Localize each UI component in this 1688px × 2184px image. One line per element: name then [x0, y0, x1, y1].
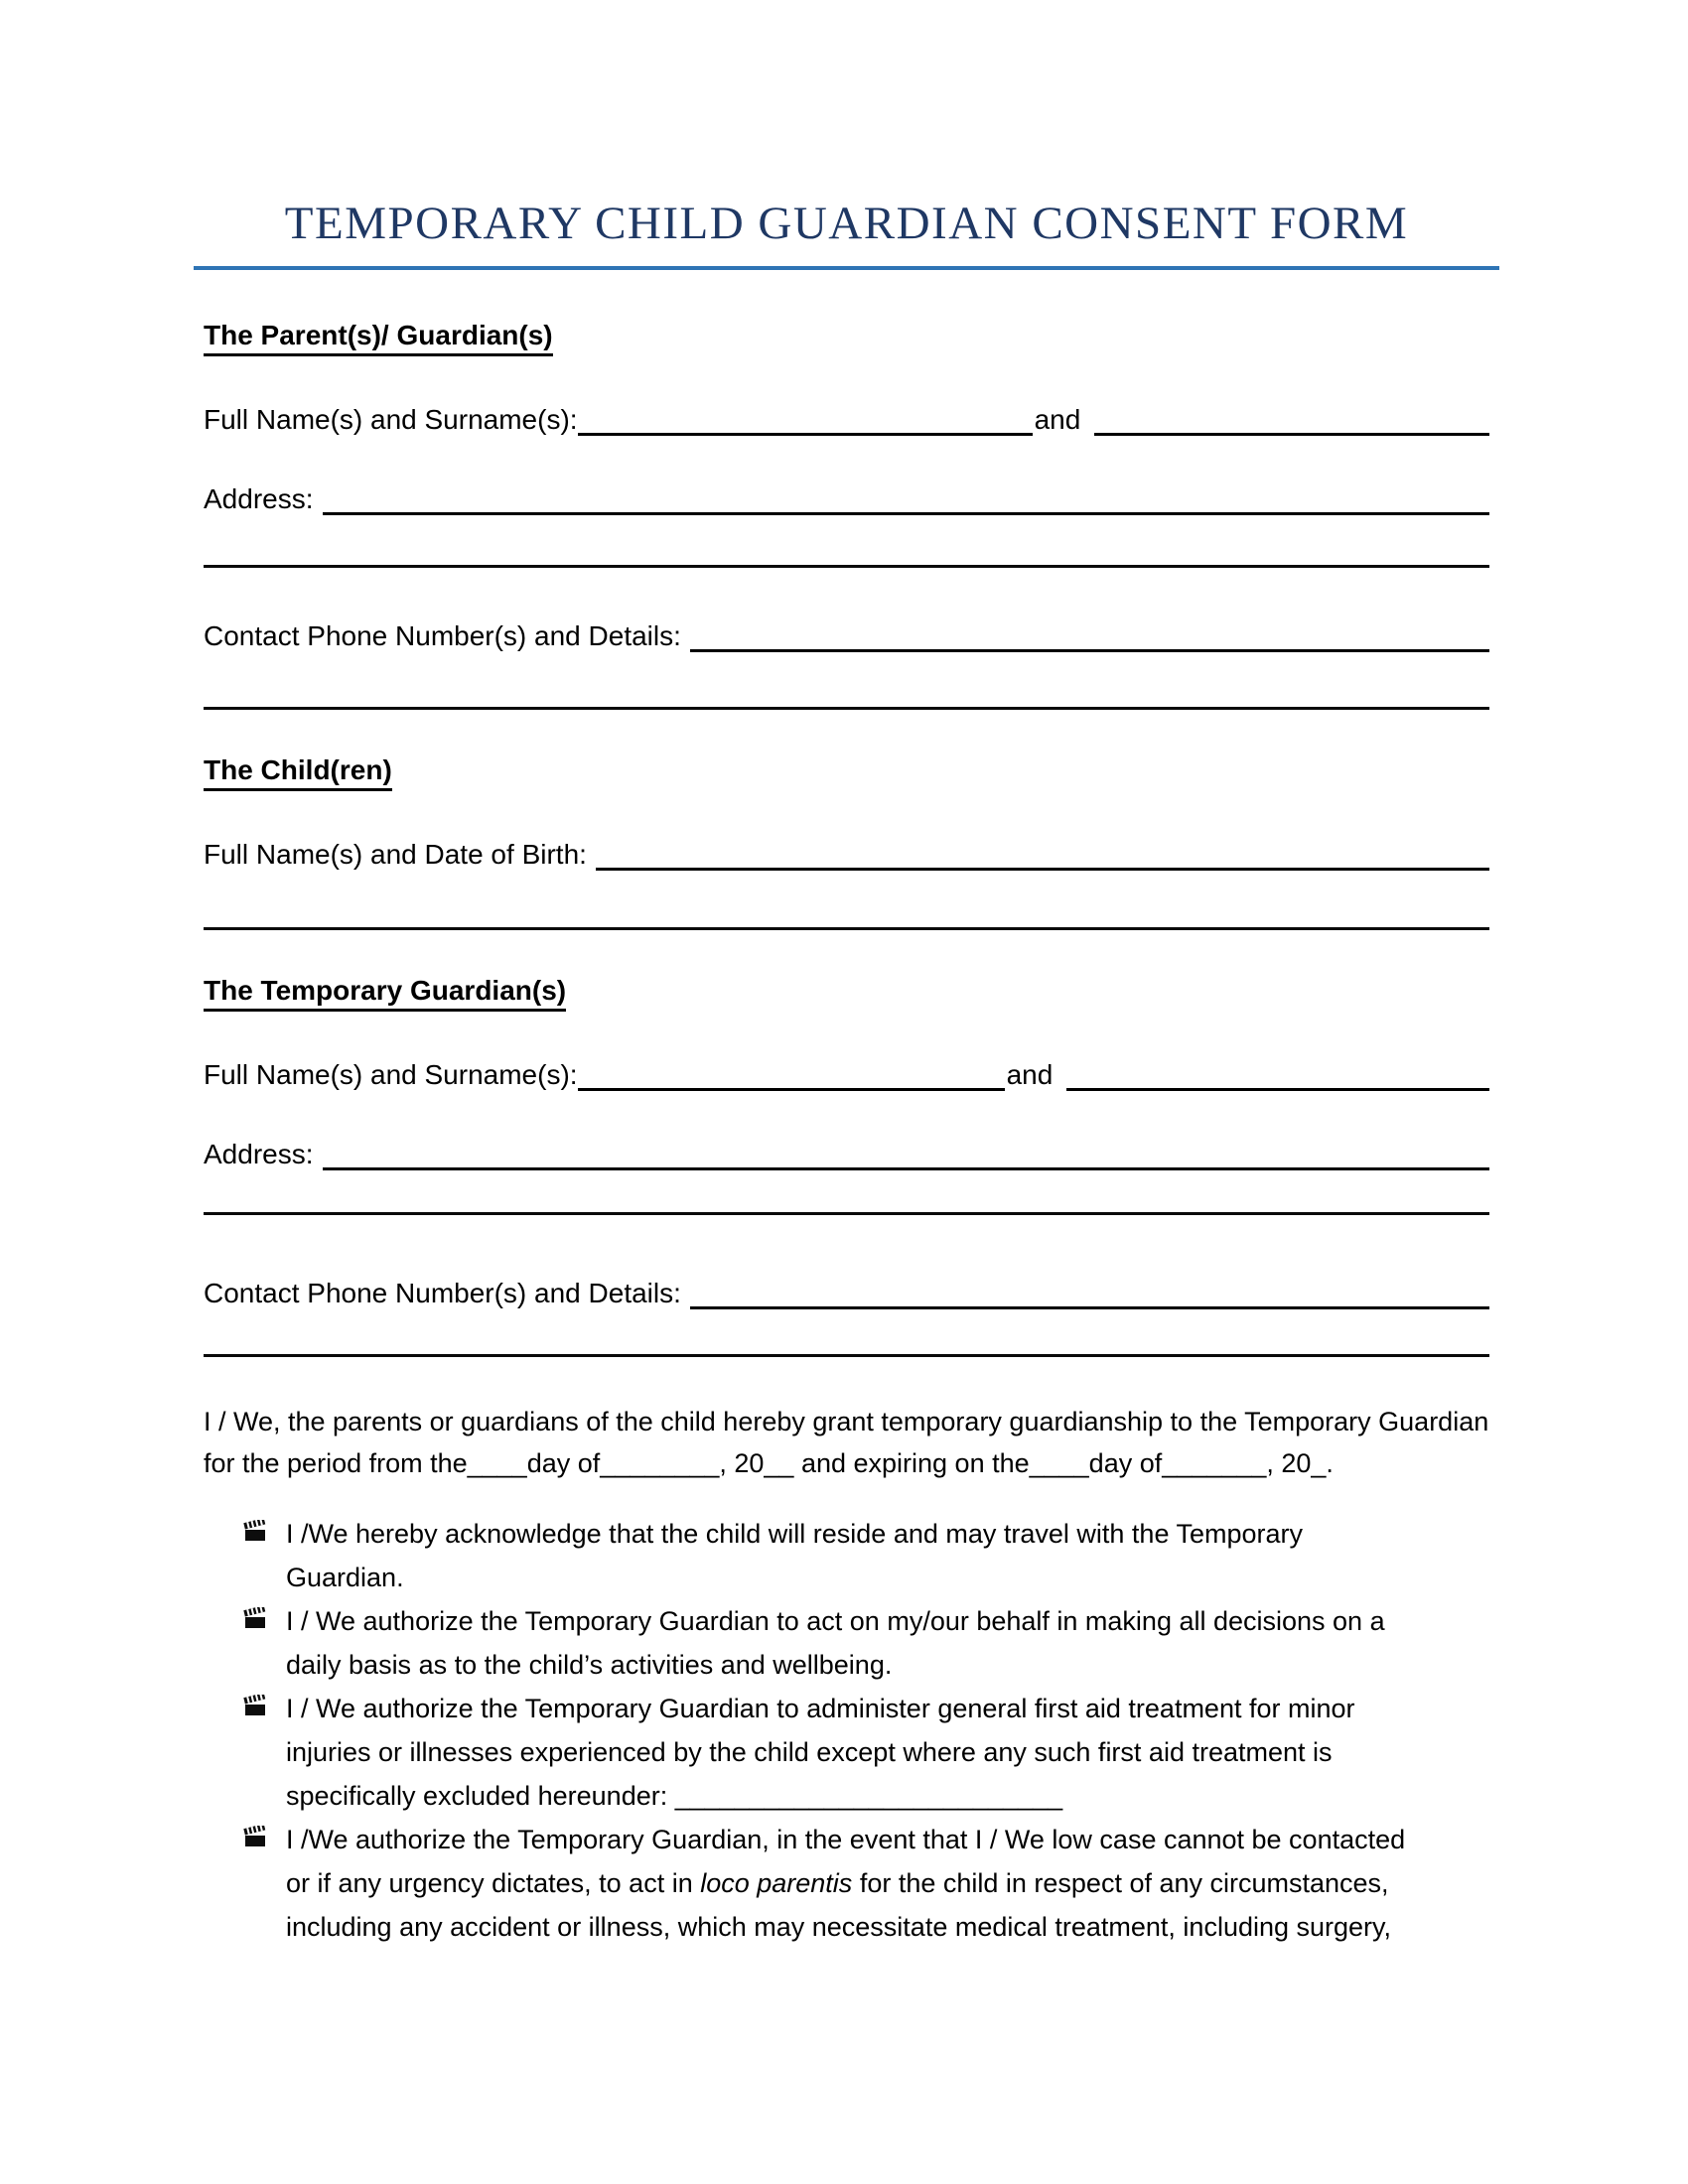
parents-full-name-label: Full Name(s) and Surname(s):: [204, 404, 578, 436]
clapperboard-bullet-icon: [243, 1607, 269, 1687]
parents-address-row: [204, 476, 1489, 515]
acknowledgement-list: [204, 1512, 1489, 1949]
list-item-text: I / We authorize the Temporary Guardian to act on my/our behalf in making all decisions on a daily basis as to the child’s activities and wellbeing.: [286, 1606, 1385, 1681]
list-item-text-italic: loco parentis: [700, 1868, 853, 1899]
section-heading-temporary-guardians: [204, 975, 1489, 1012]
parents-contact-row: [204, 613, 1489, 652]
guardians-full-name-row: [204, 1051, 1489, 1091]
page-title: TEMPORARY CHILD GUARDIAN CONSENT FORM: [284, 198, 1409, 249]
guardians-full-name-blank-1: [578, 1051, 1005, 1091]
parents-full-name-row: [204, 396, 1489, 436]
guardians-address-label: Address:: [204, 1139, 314, 1170]
guardians-full-name-label: Full Name(s) and Surname(s):: [204, 1059, 578, 1091]
children-name-dob-row: [204, 831, 1489, 871]
guardians-contact-blank: [690, 1270, 1489, 1309]
guardians-contact-continuation-line: [204, 1354, 1489, 1357]
list-item: [243, 1512, 1489, 1599]
guardians-contact-row: [204, 1270, 1489, 1309]
list-item-text: I /We hereby acknowledge that the child will reside and may travel with the Temporary Guardian.: [286, 1519, 1304, 1593]
parents-contact-blank: [690, 613, 1489, 652]
clapperboard-bullet-icon: [243, 1520, 269, 1599]
grant-guardianship-paragraph: I / We, the parents or guardians of the child hereby grant temporary guardianship to the Temporary Guardian for the period from the____day of________, 20__ and expiring on the____day of_______, 20_.: [204, 1407, 1489, 1479]
list-item: [243, 1818, 1489, 1949]
section-heading-children-text: The Child(ren): [204, 754, 392, 791]
parents-contact-continuation-line: [204, 707, 1489, 710]
list-item-text-pre: I /We authorize the Temporary Guardian, in the event that I / We low case cannot be contacted or if any urgency dictates, to act in: [286, 1825, 1406, 1899]
section-heading-parents-text: The Parent(s)/ Guardian(s): [204, 320, 553, 356]
guardians-full-name-blank-2: [1066, 1051, 1489, 1091]
guardians-contact-label: Contact Phone Number(s) and Details:: [204, 1278, 681, 1309]
parents-address-continuation-line: [204, 565, 1489, 568]
parents-address-label: Address:: [204, 483, 314, 515]
guardians-address-continuation-line: [204, 1212, 1489, 1215]
list-item-text: [286, 1818, 1428, 1949]
children-continuation-line: [204, 927, 1489, 930]
guardians-and-label: and: [1006, 1059, 1054, 1091]
list-item: [243, 1687, 1489, 1818]
section-heading-parents: [204, 320, 1489, 356]
list-item-text-post: for the child in respect of any circumstances, including any accident or illness, which may necessitate medical treatment, including surgery,: [286, 1868, 1392, 1943]
section-heading-children: [204, 754, 1489, 791]
parents-full-name-blank-2: [1094, 396, 1489, 436]
section-heading-temporary-guardians-text: The Temporary Guardian(s): [204, 975, 566, 1012]
list-item: [243, 1599, 1489, 1687]
clapperboard-bullet-icon: [243, 1826, 269, 1949]
guardians-address-blank: [323, 1131, 1490, 1170]
title-underline-rule: [194, 266, 1499, 270]
children-name-dob-blank: [596, 831, 1489, 871]
list-item-text: I / We authorize the Temporary Guardian to administer general first aid treatment for minor injuries or illnesses experienced by the child except where any such first aid treatment is specifically excluded hereunder: __________________________: [286, 1694, 1355, 1812]
parents-and-label: and: [1034, 404, 1081, 436]
parents-address-blank: [323, 476, 1490, 515]
parents-full-name-blank-1: [578, 396, 1033, 436]
clapperboard-bullet-icon: [243, 1695, 269, 1818]
guardians-address-row: [204, 1131, 1489, 1170]
parents-contact-label: Contact Phone Number(s) and Details:: [204, 620, 681, 652]
children-name-dob-label: Full Name(s) and Date of Birth:: [204, 839, 587, 871]
